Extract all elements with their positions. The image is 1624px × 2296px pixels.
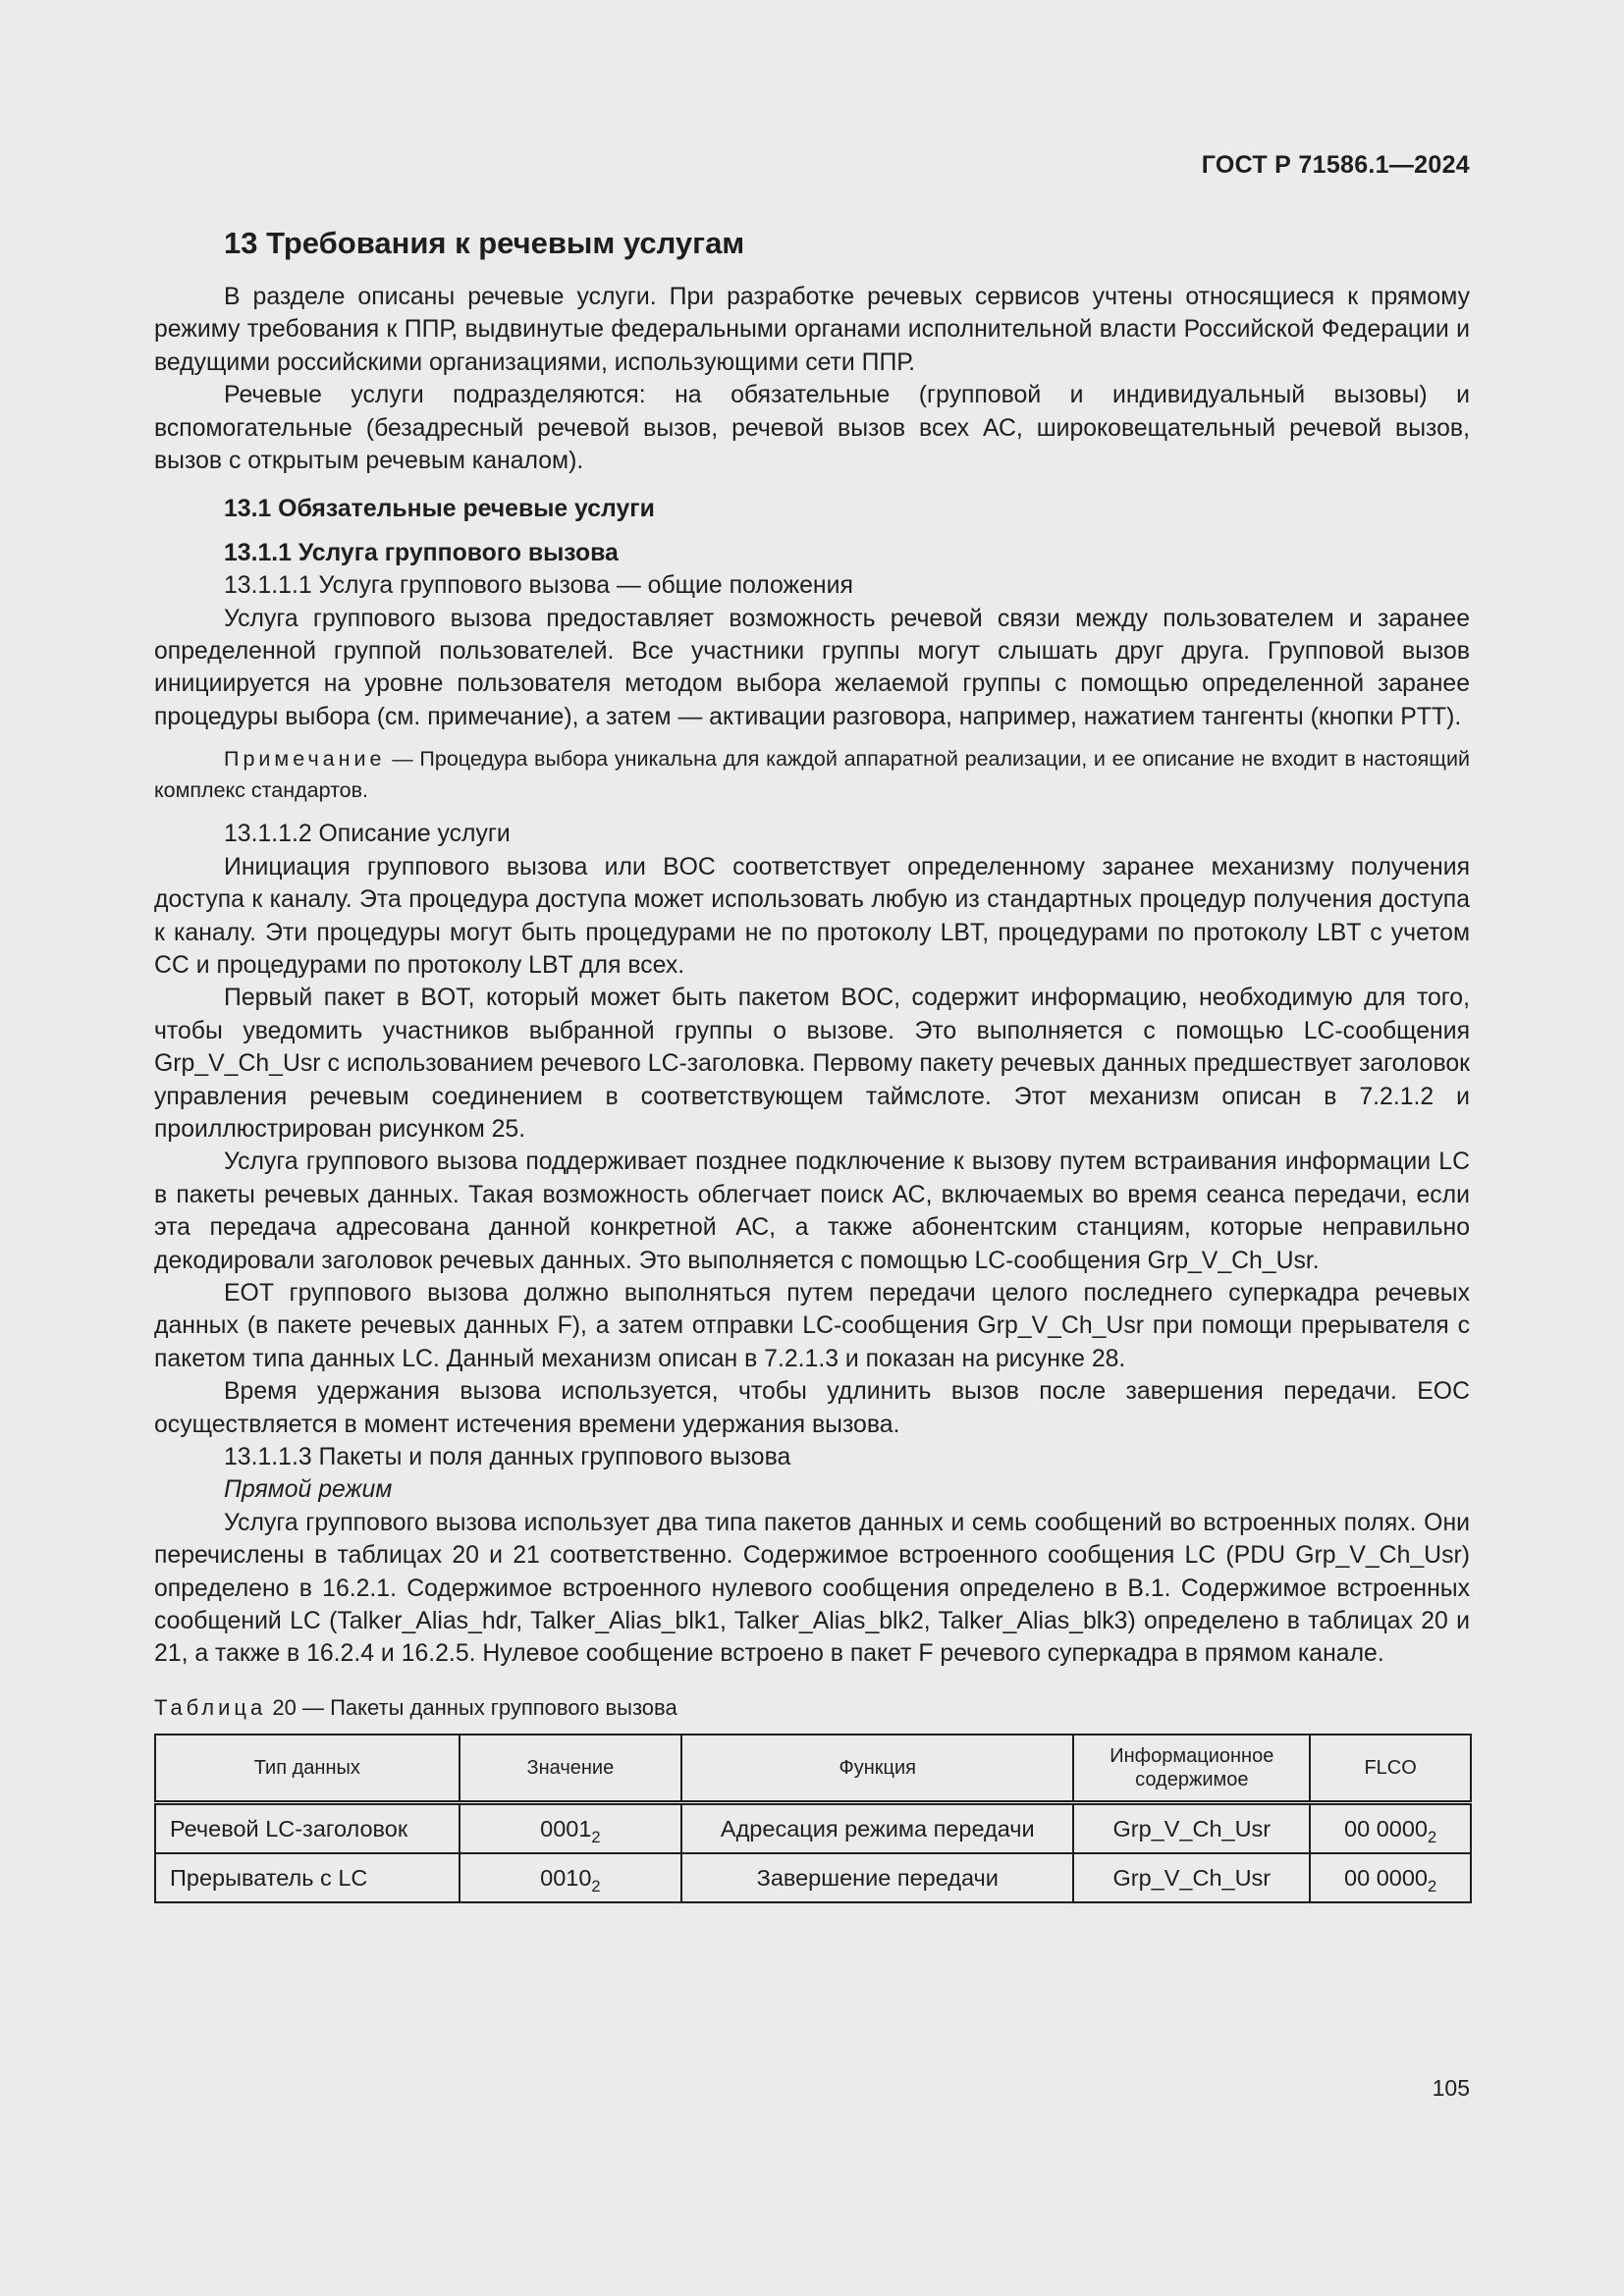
section-title: 13 Требования к речевым услугам bbox=[224, 226, 745, 260]
value-number: 0010 bbox=[540, 1864, 592, 1891]
value-number: 0001 bbox=[540, 1815, 592, 1842]
value-base: 2 bbox=[591, 1877, 601, 1896]
clause-paragraph: Услуга группового вызова поддерживает позднее подключение к вызову путем встраивания информации LC в пакеты речевых данных. Такая возможность облегчает поиск АС, включаемых во время сеанса передачи, если эта передача адресована данной конкретной АС, а также абонентским станциям, которые неправильно декодировали заголовок речевых данных. Это выполняется с помощью LC-сообщения Grp_V_Ch_Usr. bbox=[154, 1148, 1470, 1274]
clause-title: 13.1.1.2 Описание услуги bbox=[224, 821, 511, 848]
cell-flco bbox=[1310, 1803, 1471, 1854]
clause-paragraph: Время удержания вызова используется, чтобы удлинить вызов после завершения передачи. EOC осуществляется в момент истечения времени удержания вызова. bbox=[154, 1378, 1470, 1438]
flco-base: 2 bbox=[1428, 1877, 1437, 1896]
table-header-row bbox=[155, 1735, 1471, 1803]
page-number: 105 bbox=[1432, 2075, 1470, 2101]
data-table bbox=[154, 1734, 1472, 1903]
table-caption bbox=[154, 1691, 1470, 1724]
clause-paragraph: Услуга группового вызова использует два типа пакетов данных и семь сообщений во встроенных полях. Они перечислены в таблицах 20 и 21 соответственно. Содержимое встроенного сообщения LC (PDU Grp_V_Ch_Usr) определено в 16.2.1. Содержимое встроенного нулевого сообщения определено в B.1. Содержимое встроенных сообщений LC (Talker_Alias_hdr, Talker_Alias_blk1, Talker_Alias_blk2, Talker_Alias_blk3) определено в таблицах 20 и 21, а также в 16.2.4 и 16.2.5. Нулевое сообщение встроено в пакет F речевого суперкадра в прямом канале. bbox=[154, 1509, 1470, 1668]
column-header: FLCO bbox=[1310, 1735, 1471, 1803]
section-paragraph: Речевые услуги подразделяются: на обязательные (групповой и индивидуальный вызовы) и вспомогательные (безадресный речевой вызов, речевой вызов всех АС, широковещательный речевой вызов, вызов с открытым речевым каналом). bbox=[154, 382, 1470, 475]
mode-label: Прямой режим bbox=[224, 1476, 393, 1504]
cell-value bbox=[460, 1853, 682, 1902]
table-caption-text: 20 — Пакеты данных группового вызова bbox=[272, 1694, 677, 1720]
flco-number: 00 0000 bbox=[1344, 1815, 1428, 1842]
cell-function: Адресация режима передачи bbox=[681, 1803, 1073, 1854]
clause-paragraph: Услуга группового вызова предоставляет возможность речевой связи между пользователем и заранее определенной группой пользователей. Все участники группы могут слышать друг друга. Групповой вызов инициируется на уровне пользователя методом выбора желаемой группы с помощью определенной заранее процедуры выбора (см. примечание), а затем — активации разговора, например, нажатием тангенты (кнопки PTT). bbox=[154, 605, 1470, 730]
cell-type: Прерыватель с LC bbox=[155, 1853, 460, 1902]
cell-type: Речевой LC-заголовок bbox=[155, 1803, 460, 1854]
note bbox=[154, 743, 1470, 806]
table-caption-label: Таблица bbox=[154, 1694, 267, 1720]
section-paragraph: В разделе описаны речевые услуги. При разработке речевых сервисов учтены относящиеся к прямому режиму требования к ППР, выдвинутые федеральными органами исполнительной власти Российской Федерации и ведущими российскими организациями, использующими сети ППР. bbox=[154, 284, 1470, 376]
clause-paragraph: EOT группового вызова должно выполняться путем передачи целого последнего суперкадра речевых данных (в пакете речевых данных F), а затем отправки LC-сообщения Grp_V_Ch_Usr при помощи прерывателя с пакетом типа данных LC. Данный механизм описан в 7.2.1.3 и показан на рисунке 28. bbox=[154, 1279, 1470, 1372]
cell-info: Grp_V_Ch_Usr bbox=[1073, 1803, 1310, 1854]
clause-title: 13.1.1.3 Пакеты и поля данных группового вызова bbox=[224, 1444, 791, 1470]
note-text: — Процедура выбора уникальна для каждой аппаратной реализации, и ее описание не входит в настоящий комплекс стандартов. bbox=[154, 747, 1470, 803]
flco-number: 00 0000 bbox=[1344, 1864, 1428, 1891]
column-header: Функция bbox=[681, 1735, 1073, 1803]
column-header: Информационное содержимое bbox=[1073, 1735, 1310, 1803]
flco-base: 2 bbox=[1428, 1828, 1437, 1846]
page-content bbox=[154, 224, 1470, 1903]
table-row bbox=[155, 1803, 1471, 1854]
value-base: 2 bbox=[591, 1828, 601, 1846]
subsubsection-title: 13.1.1 Услуга группового вызова bbox=[224, 539, 619, 566]
standard-code: ГОСТ Р 71586.1—2024 bbox=[1201, 151, 1470, 179]
table-row bbox=[155, 1853, 1471, 1902]
clause-paragraph: Первый пакет в BOT, который может быть пакетом BOC, содержит информацию, необходимую для того, чтобы уведомить участников выбранной группы о вызове. Это выполняется с помощью LC-сообщения Grp_V_Ch_Usr с использованием речевого LC-заголовка. Первому пакету речевых данных предшествует заголовок управления речевым соединением в соответствующем таймслоте. Этот механизм описан в 7.2.1.2 и проиллюстрирован рисунком 25. bbox=[154, 985, 1470, 1143]
cell-value bbox=[460, 1803, 682, 1854]
clause-paragraph: Инициация группового вызова или BOC соответствует определенному заранее механизму получения доступа к каналу. Эта процедура доступа может использовать любую из стандартных процедур получения доступа к каналу. Эти процедуры могут быть процедурами не по протоколу LBT, процедурами по протоколу LBT с учетом CC и процедурами по протоколу LBT для всех. bbox=[154, 853, 1470, 979]
subsection-title: 13.1 Обязательные речевые услуги bbox=[224, 496, 655, 523]
cell-function: Завершение передачи bbox=[681, 1853, 1073, 1902]
column-header: Тип данных bbox=[155, 1735, 460, 1803]
column-header: Значение bbox=[460, 1735, 682, 1803]
note-label: Примечание bbox=[224, 747, 386, 772]
cell-flco bbox=[1310, 1853, 1471, 1902]
clause-title: 13.1.1.1 Услуга группового вызова — общие положения bbox=[224, 572, 853, 600]
cell-info: Grp_V_Ch_Usr bbox=[1073, 1853, 1310, 1902]
